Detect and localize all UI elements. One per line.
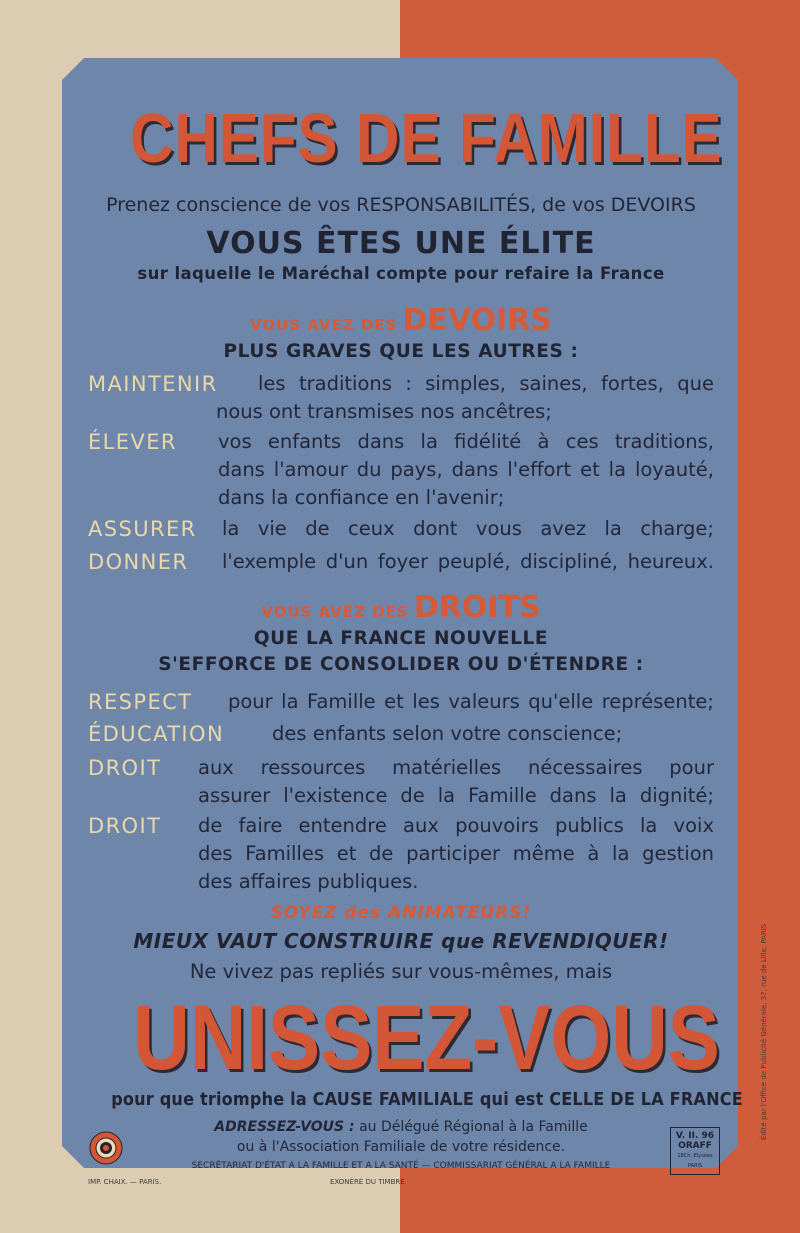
- text-line: dans l'amour du pays, dans l'effort et la loyauté,: [218, 458, 714, 481]
- stamp-exemption: EXONÉRÉ DU TIMBRE: [330, 1178, 405, 1186]
- adressez-line-1: au Délégué Régional à la Famille: [359, 1119, 588, 1135]
- elite-heading: VOUS ÊTES UNE ÉLITE: [206, 226, 596, 261]
- text-droit-2: [198, 812, 714, 896]
- text-line: nous ont transmises nos ancêtres;: [216, 400, 552, 423]
- text-line: l'exemple d'un foyer peuplé, discipliné, heureux.: [222, 550, 714, 573]
- animateurs-slogan: SOYEZ des ANIMATEURS!: [270, 903, 532, 923]
- elite-subheading: sur laquelle le Maréchal compte pour refaire la France: [137, 264, 665, 283]
- text-maintenir: [258, 370, 714, 398]
- keyword-maintenir: MAINTENIR: [88, 372, 218, 396]
- text-maintenir-2: [216, 398, 552, 426]
- devoirs-heading: PLUS GRAVES QUE LES AUTRES :: [223, 341, 579, 362]
- text-line: la vie de ceux dont vous avez la charge;: [222, 517, 714, 540]
- text-line: des enfants selon votre conscience;: [272, 722, 623, 745]
- text-elever: [218, 428, 714, 512]
- text-donner: [222, 548, 714, 576]
- secretariat-line: SECRÉTARIAT D'ÉTAT A LA FAMILLE ET A LA SANTÉ — COMMISSARIAT GÉNÉRAL A LA FAMILLE: [191, 1161, 611, 1171]
- cause-familiale-line: pour que triomphe la CAUSE FAMILIALE qui est CELLE DE LA FRANCE: [111, 1090, 743, 1110]
- adressez-line-2: ou à l'Association Familiale de votre résidence.: [236, 1139, 566, 1155]
- secours-national-seal-icon: [89, 1131, 123, 1165]
- text-line: dans la confiance en l'avenir;: [218, 486, 505, 509]
- text-line: vos enfants dans la fidélité à ces traditions,: [218, 430, 714, 453]
- text-line: aux ressources matérielles nécessaires pour: [198, 756, 714, 779]
- droits-word: DROITS: [413, 590, 541, 625]
- code-line: PARIS: [687, 1163, 703, 1169]
- subtitle: Prenez conscience de vos RESPONSABILITÉS, de vos DEVOIRS: [106, 194, 696, 216]
- adressez-block: [86, 1117, 716, 1157]
- keyword-donner: DONNER: [88, 550, 189, 574]
- code-line: V. II. 96: [675, 1131, 715, 1141]
- printer-credit: IMP. CHAIX. — PARIS.: [88, 1178, 162, 1186]
- text-droit-1: [198, 754, 714, 810]
- devoirs-word: DEVOIRS: [402, 303, 552, 338]
- text-assurer: [222, 515, 714, 543]
- vivez-line: Ne vivez pas repliés sur vous-mêmes, mais: [189, 960, 613, 983]
- droits-heading-2: S'EFFORCE DE CONSOLIDER OU D'ÉTENDRE :: [158, 654, 644, 675]
- text-line: pour la Famille et les valeurs qu'elle représente;: [228, 690, 714, 713]
- adressez-label: ADRESSEZ-VOUS :: [214, 1119, 355, 1135]
- droits-heading-1: QUE LA FRANCE NOUVELLE: [253, 628, 549, 649]
- keyword-droit-2: DROIT: [88, 814, 162, 838]
- droits-prefix: VOUS AVEZ DES: [261, 603, 409, 621]
- text-respect: [228, 688, 714, 716]
- text-line: de faire entendre aux pouvoirs publics la voix: [198, 814, 714, 837]
- publisher-vertical-note: Édité par l'Office de Publicité Générale, 37, rue de Lille, PARIS: [760, 923, 768, 1140]
- text-line: des Familles et de participer même à la gestion: [198, 842, 714, 865]
- keyword-droit-1: DROIT: [88, 756, 162, 780]
- keyword-education: ÉDUCATION: [88, 722, 225, 746]
- keyword-elever: ÉLEVER: [88, 430, 177, 454]
- poster-title: CHEFS DE FAMILLE: [130, 99, 723, 177]
- print-code-box: [670, 1127, 720, 1175]
- devoirs-banner: [86, 303, 716, 338]
- text-line: les traditions : simples, saines, fortes, que: [258, 372, 714, 395]
- mieux-slogan: MIEUX VAUT CONSTRUIRE que REVENDIQUER!: [133, 929, 669, 953]
- code-line: 18Ch.-Elysées: [677, 1153, 713, 1159]
- keyword-respect: RESPECT: [88, 690, 193, 714]
- code-line: ORAFF: [678, 1141, 712, 1151]
- keyword-assurer: ASSURER: [88, 517, 197, 541]
- unissez-vous-heading: UNISSEZ-VOUS: [133, 987, 720, 1089]
- text-line: assurer l'existence de la Famille dans la dignité;: [198, 784, 714, 807]
- text-education: [272, 720, 622, 748]
- text-line: des affaires publiques.: [198, 870, 419, 893]
- droits-banner: [86, 590, 716, 625]
- devoirs-prefix: VOUS AVEZ DES: [250, 316, 398, 334]
